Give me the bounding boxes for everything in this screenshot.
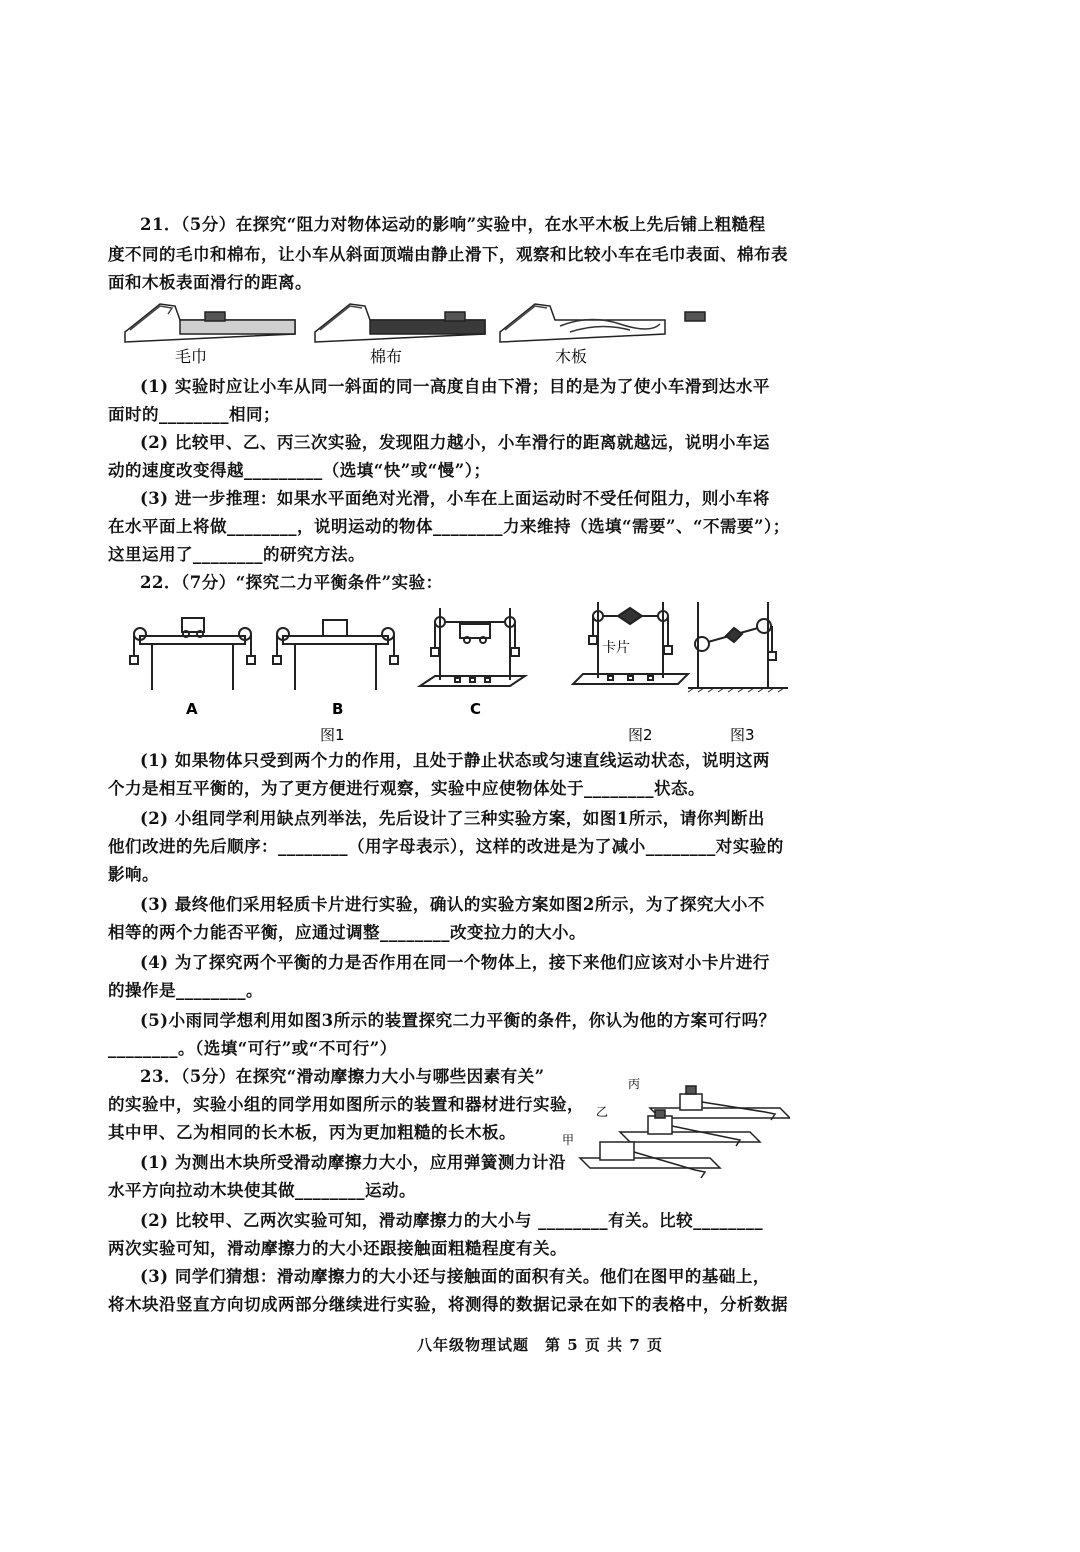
- label-towel: 毛巾: [175, 347, 208, 366]
- q22-p3-line-2: 相等的两个力能否平衡，应通过调整________改变拉力的大小。: [108, 923, 586, 942]
- fig-caption-3: 图3: [730, 726, 755, 744]
- card-label: 卡片: [602, 640, 630, 656]
- q22-p4-line-1: (4) 为了探究两个平衡的力是否作用在同一个物体上，接下来他们应该对小卡片进行: [140, 953, 770, 972]
- q22-p4-line-2: 的操作是________。: [108, 981, 263, 1000]
- q22-p5-line-2: ________。（选填“可行”或“不可行”）: [108, 1039, 397, 1058]
- q21-intro-line-1: 21．（5分）在探究“阻力对物体运动的影响”实验中，在水平木板上先后铺上粗糙程: [140, 215, 766, 234]
- q21-figure: [120, 292, 740, 368]
- label-bing: 丙: [628, 1077, 641, 1091]
- q22-p2-line-3: 影响。: [108, 865, 159, 884]
- q23-p2-line-1: (2) 比较甲、乙两次实验可知，滑动摩擦力的大小与 ________有关。比较________: [140, 1211, 764, 1230]
- q21-p1-line-2: 面时的________相同；: [108, 405, 280, 424]
- apparatus-C: [420, 608, 525, 686]
- q22-p2-line-2: 他们改进的先后顺序：________（用字母表示），这样的改进是为了减小________对实验的: [108, 837, 784, 856]
- label-wood: 木板: [555, 347, 588, 366]
- board-bing: [650, 1086, 790, 1120]
- cotton-surface-diagram: [315, 304, 485, 342]
- q23-intro-line-2: 的实验中，实验小组的同学用如图所示的装置和器材进行实验，: [108, 1095, 584, 1114]
- q21-p1-line-1: (1) 实验时应让小车从同一斜面的同一高度自由下滑；目的是为了使小车滑到达水平: [140, 377, 770, 396]
- apparatus-A: [130, 618, 255, 690]
- q22-p3-line-1: (3) 最终他们采用轻质卡片进行实验，确认的实验方案如图2所示，为了探究大小不: [140, 895, 765, 914]
- q23-p2-line-2: 两次实验可知，滑动摩擦力的大小还跟接触面粗糙程度有关。: [108, 1239, 567, 1258]
- label-cotton: 棉布: [370, 347, 403, 366]
- q23-p1-line-1: (1) 为测出木块所受滑动摩擦力大小，应用弹簧测力计沿: [140, 1153, 566, 1172]
- q21-p2-line-1: (2) 比较甲、乙、丙三次实验，发现阻力越小，小车滑行的距离就越远，说明小车运: [140, 433, 770, 452]
- q22-p1-line-1: (1) 如果物体只受到两个力的作用，且处于静止状态或匀速直线运动状态，说明这两: [140, 751, 770, 770]
- board-jia: [580, 1142, 720, 1178]
- q21-p3-line-1: (3) 进一步推理：如果水平面绝对光滑，小车在上面运动时不受任何阻力，则小车将: [140, 489, 770, 508]
- q21-intro-line-2: 度不同的毛巾和棉布，让小车从斜面顶端由静止滑下，观察和比较小车在毛巾表面、棉布表: [108, 245, 788, 264]
- q21-p3-line-2: 在水平面上将做________，说明运动的物体________力来维持（选填“需要”、“不需要”）；: [108, 517, 790, 536]
- q23-figure: [560, 1072, 790, 1192]
- q22-intro: 22．（7分）“探究二力平衡条件”实验：: [140, 573, 443, 592]
- q22-p5-line-1: (5)小雨同学想利用如图3所示的装置探究二力平衡的条件，你认为他的方案可行吗？: [140, 1011, 776, 1030]
- q22-figure: [120, 598, 800, 746]
- label-yi: 乙: [596, 1105, 609, 1119]
- page-footer: 八年级物理试题 第 5 页 共 7 页: [417, 1336, 663, 1354]
- apparatus-B: [273, 620, 398, 690]
- q22-p1-line-2: 个力是相互平衡的，为了更方便进行观察，实验中应使物体处于________状态。: [108, 779, 705, 798]
- q23-p1-line-2: 水平方向拉动木块使其做________运动。: [108, 1181, 416, 1200]
- q23-intro-line-3: 其中甲、乙为相同的长木板，丙为更加粗糙的长木板。: [108, 1123, 516, 1142]
- q21-intro-line-3: 面和木板表面滑行的距离。: [108, 273, 312, 292]
- towel-surface-diagram: [125, 304, 295, 342]
- q22-p2-line-1: (2) 小组同学利用缺点列举法，先后设计了三种实验方案，如图1所示，请你判断出: [140, 809, 765, 828]
- fig-caption-2: 图2: [628, 726, 653, 744]
- apparatus-card: [573, 602, 688, 684]
- q21-p2-line-2: 动的速度改变得越_________（选填“快”或“慢”）；: [108, 461, 491, 480]
- q23-p3-line-2: 将木块沿竖直方向切成两部分继续进行实验，将测得的数据记录在如下的表格中，分析数据: [108, 1295, 788, 1314]
- fig1-letter-B: B: [332, 700, 344, 718]
- label-jia: 甲: [562, 1133, 575, 1147]
- q23-intro-line-1: 23．（5分）在探究“滑动摩擦力大小与哪些因素有关”: [140, 1067, 545, 1086]
- wood-surface-diagram: [500, 304, 705, 342]
- apparatus-fig3: [688, 602, 788, 692]
- q21-p3-line-3: 这里运用了________的研究方法。: [108, 545, 365, 564]
- fig1-letter-C: C: [470, 700, 482, 718]
- fig1-letter-A: A: [186, 700, 198, 718]
- q23-p3-line-1: (3) 同学们猜想：滑动摩擦力的大小还与接触面的面积有关。他们在图甲的基础上，: [140, 1267, 770, 1286]
- fig-caption-1: 图1: [320, 726, 345, 744]
